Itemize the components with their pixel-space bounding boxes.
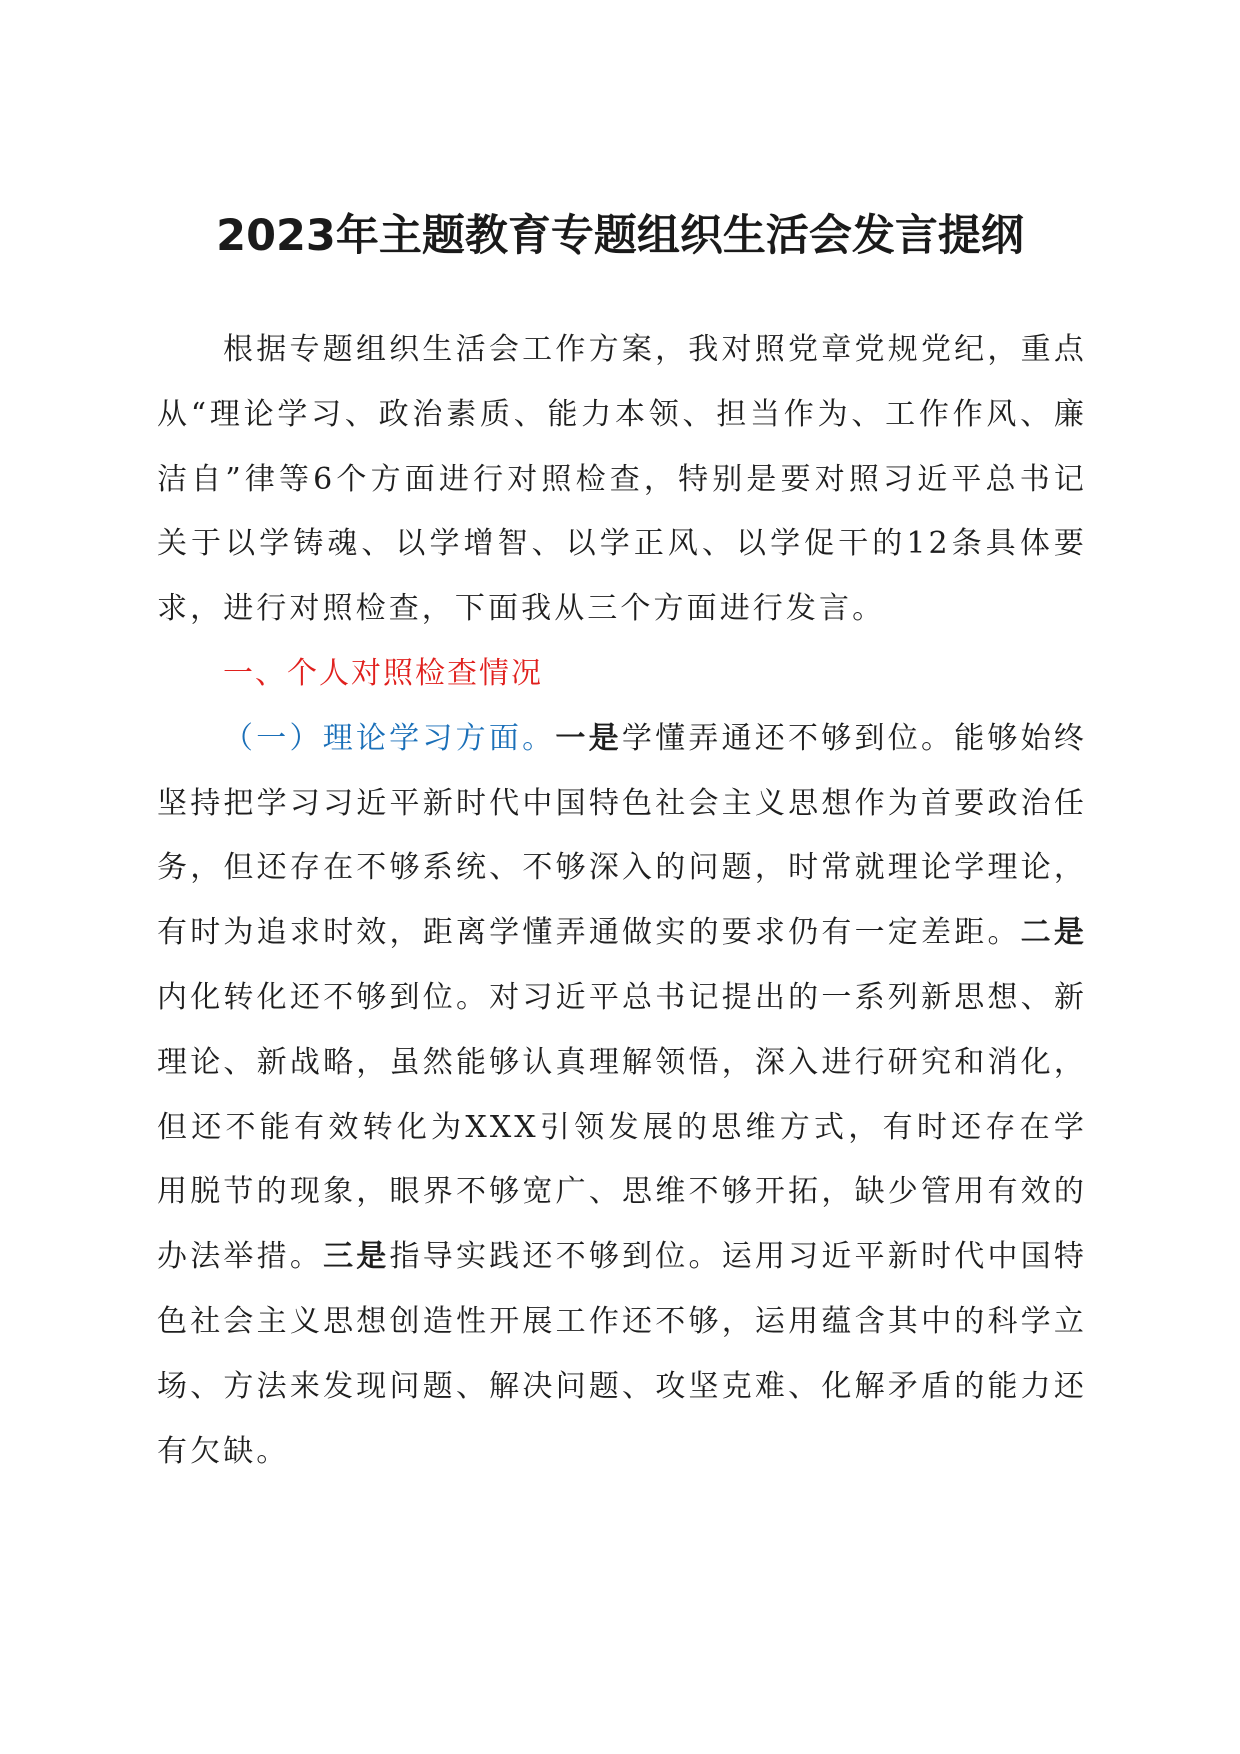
point-2-text: 内化转化还不够到位。对习近平总书记提出的一系列新思想、新理论、新战略，虽然能够认真理解领悟，深入进行研究和消化，但还不能有效转化为XXX引领发展的思维方式，有时还存在学用脱节的现象，眼界不够宽广、思维不够开拓，缺少管用有效的办法举措。	[157, 979, 1087, 1275]
point-1-label: 一是	[555, 720, 622, 756]
subsection-label: （一）理论学习方面。	[223, 720, 556, 756]
point-1-text: 学懂弄通还不够到位。能够始终坚持把学习习近平新时代中国特色社会主义思想作为首要政治任务，但还存在不够系统、不够深入的问题，时常就理论学理论，有时为追求时效，距离学懂弄通做实的要求仍有一定差距。	[157, 720, 1088, 951]
point-3-label: 三是	[323, 1239, 390, 1275]
section-heading-text: 一、个人对照检查情况	[223, 655, 543, 691]
section-heading-1	[157, 642, 1087, 707]
document-title: 2023年主题教育专题组织生活会发言提纲	[216, 211, 1024, 261]
document-body	[157, 318, 1087, 1484]
point-3-text: 指导实践还不够到位。运用习近平新时代中国特色社会主义思想创造性开展工作还不够，运用蕴含其中的科学立场、方法来发现问题、解决问题、攻坚克难、化解矛盾的能力还有欠缺。	[157, 1239, 1087, 1469]
theory-study-paragraph	[157, 707, 1087, 1485]
intro-paragraph: 根据专题组织生活会工作方案，我对照党章党规党纪，重点从“理论学习、政治素质、能力本领、担当作为、工作作风、廉洁自”律等6个方面进行对照检查，特别是要对照习近平总书记关于以学铸魂、以学增智、以学正风、以学促干的12条具体要求，进行对照检查，下面我从三个方面进行发言。	[157, 332, 1087, 627]
point-2-label: 二是	[1020, 915, 1087, 951]
